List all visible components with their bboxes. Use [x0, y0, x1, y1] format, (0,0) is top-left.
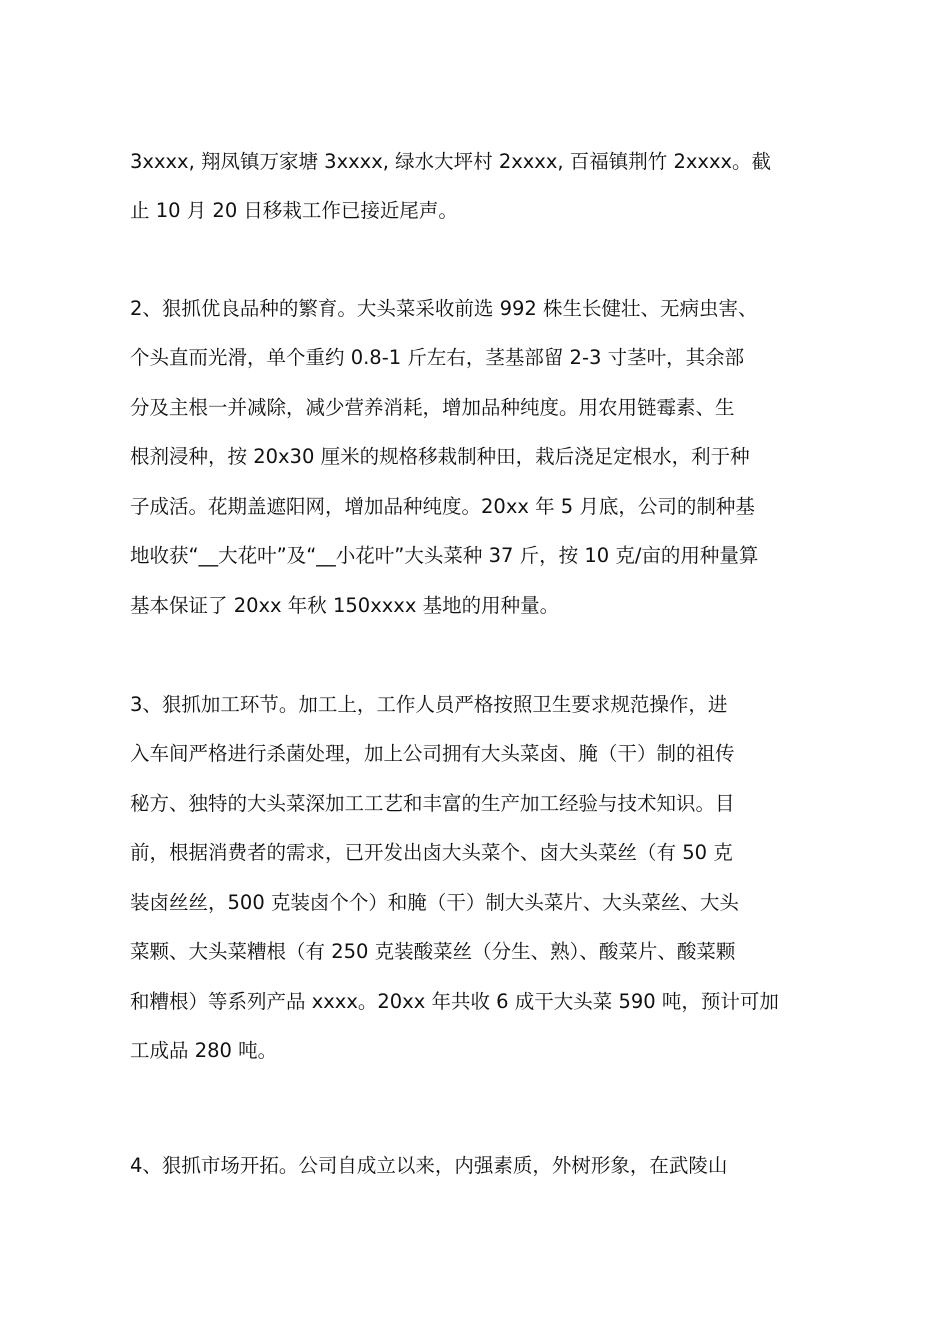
paragraph-3-line-7: 和糟根）等系列产品 xxxx。20xx 年共收 6 成干大头菜 590 吨，预计可加 [130, 990, 779, 1013]
paragraph-3-line-3: 秘方、独特的大头菜深加工工艺和丰富的生产加工经验与技术知识。目 [130, 792, 735, 815]
paragraph-3-line-4: 前，根据消费者的需求，已开发出卤大头菜个、卤大头菜丝（有 50 克 [130, 841, 733, 864]
paragraph-4-line-1: 4、狠抓市场开拓。公司自成立以来，内强素质，外树形象，在武陵山 [130, 1154, 728, 1177]
paragraph-2-line-4: 根剂浸种，按 20x30 厘米的规格移栽制种田，栽后浇足定根水，利于种 [130, 445, 750, 468]
paragraph-3-line-5: 装卤丝丝，500 克装卤个个）和腌（干）制大头菜片、大头菜丝、大头 [130, 891, 739, 914]
paragraph-1-line-1: 3xxxx, 翔凤镇万家塘 3xxxx, 绿水大坪村 2xxxx, 百福镇荆竹 2xxxx。截 [130, 150, 772, 173]
paragraph-3-line-2: 入车间严格进行杀菌处理，加上公司拥有大头菜卤、腌（干）制的祖传 [130, 742, 735, 765]
paragraph-3-line-1: 3、狠抓加工环节。加工上，工作人员严格按照卫生要求规范操作，进 [130, 693, 728, 716]
paragraph-2-line-7: 基本保证了 20xx 年秋 150xxxx 基地的用种量。 [130, 594, 560, 617]
paragraph-3-line-6: 菜颗、大头菜糟根（有 250 克装酸菜丝（分生、熟）、酸菜片、酸菜颗 [130, 940, 736, 963]
paragraph-1-line-2: 止 10 月 20 日移栽工作已接近尾声。 [130, 199, 458, 222]
paragraph-3-line-8: 工成品 280 吨。 [130, 1039, 278, 1062]
paragraph-2-line-1: 2、狠抓优良品种的繁育。大头菜采收前选 992 株生长健壮、无病虫害、 [130, 297, 758, 320]
paragraph-2-line-2: 个头直而光滑，单个重约 0.8-1 斤左右，茎基部留 2-3 寸茎叶，其余部 [130, 346, 745, 369]
paragraph-2-line-6: 地收获“__大花叶”及“__小花叶”大头菜种 37 斤，按 10 克/亩的用种量算 [130, 544, 759, 567]
paragraph-2-line-5: 子成活。花期盖遮阳网，增加品种纯度。20xx 年 5 月底，公司的制种基 [130, 495, 755, 518]
paragraph-2-line-3: 分及主根一并减除，减少营养消耗，增加品种纯度。用农用链霉素、生 [130, 396, 735, 419]
